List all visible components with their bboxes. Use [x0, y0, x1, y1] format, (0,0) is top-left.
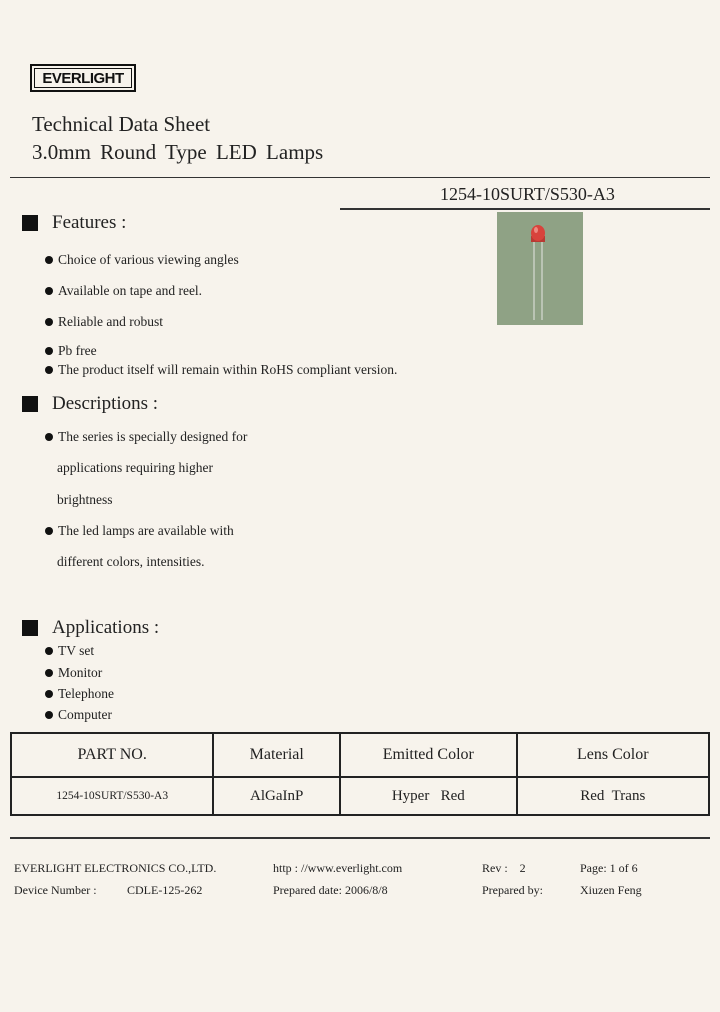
square-bullet-icon [22, 620, 38, 636]
square-bullet-icon [22, 396, 38, 412]
round-bullet-icon [45, 690, 53, 698]
column-header-material: Material [213, 733, 340, 777]
list-item: Choice of various viewing angles [45, 252, 239, 268]
square-bullet-icon [22, 215, 38, 231]
list-item: Pb free [45, 343, 97, 359]
round-bullet-icon [45, 318, 53, 326]
round-bullet-icon [45, 669, 53, 677]
round-bullet-icon [45, 366, 53, 374]
footer-device-number: CDLE-125-262 [127, 883, 203, 897]
round-bullet-icon [45, 647, 53, 655]
footer-page: Page: 1 of 6 [580, 861, 638, 875]
footer-prepared-by: Xiuzen Feng [580, 883, 642, 897]
cell-material: AlGaInP [213, 777, 340, 815]
header-divider [10, 177, 710, 178]
company-logo [30, 64, 136, 92]
column-header-lens-color: Lens Color [517, 733, 709, 777]
list-item-continuation: different colors, intensities. [57, 554, 205, 569]
list-item: Telephone [45, 686, 114, 702]
list-item-continuation: brightness [57, 492, 113, 507]
column-header-part-no: PART NO. [11, 733, 213, 777]
list-item: TV set [45, 643, 94, 659]
round-bullet-icon [45, 711, 53, 719]
cell-part-no: 1254-10SURT/S530-A3 [11, 777, 213, 815]
document-title: Technical Data Sheet [32, 112, 211, 136]
footer-prepared-by-label: Prepared by: [482, 883, 543, 897]
list-item: Available on tape and reel. [45, 283, 202, 299]
round-bullet-icon [45, 347, 53, 355]
column-header-emitted-color: Emitted Color [340, 733, 517, 777]
spec-table [10, 732, 710, 816]
round-bullet-icon [45, 256, 53, 264]
list-item-continuation: applications requiring higher [57, 460, 213, 475]
part-number-underline [340, 208, 710, 210]
list-item: Reliable and robust [45, 314, 163, 330]
footer-url: http : //www.everlight.com [273, 861, 403, 875]
applications-heading: Applications : [22, 617, 159, 639]
footer-company: EVERLIGHT ELECTRONICS CO.,LTD. [14, 861, 217, 875]
descriptions-heading: Descriptions : [22, 393, 158, 415]
round-bullet-icon [45, 433, 53, 441]
cell-lens-color: Red Trans [517, 777, 709, 815]
logo-text: EVERLIGHT [34, 68, 132, 88]
footer-device-label: Device Number : [14, 883, 97, 897]
list-item: Computer [45, 707, 112, 723]
list-item: The series is specially designed for [45, 429, 247, 445]
led-lamp-photo [497, 212, 583, 325]
document-subtitle: 3.0mm Round Type LED Lamps [32, 140, 324, 164]
features-heading: Features : [22, 212, 126, 234]
part-number: 1254-10SURT/S530-A3 [440, 184, 615, 204]
footer-prepared-date: Prepared date: 2006/8/8 [273, 883, 388, 897]
list-item: The product itself will remain within RoHS compliant version. [45, 362, 397, 378]
list-item: The led lamps are available with [45, 523, 234, 539]
footer-rev: Rev : 2 [482, 861, 526, 875]
list-item: Monitor [45, 665, 102, 681]
footer-divider [10, 837, 710, 839]
round-bullet-icon [45, 287, 53, 295]
led-lamp-icon [497, 212, 583, 325]
round-bullet-icon [45, 527, 53, 535]
table-row [11, 777, 709, 815]
table-header-row [11, 733, 709, 777]
cell-emitted-color: Hyper Red [340, 777, 517, 815]
